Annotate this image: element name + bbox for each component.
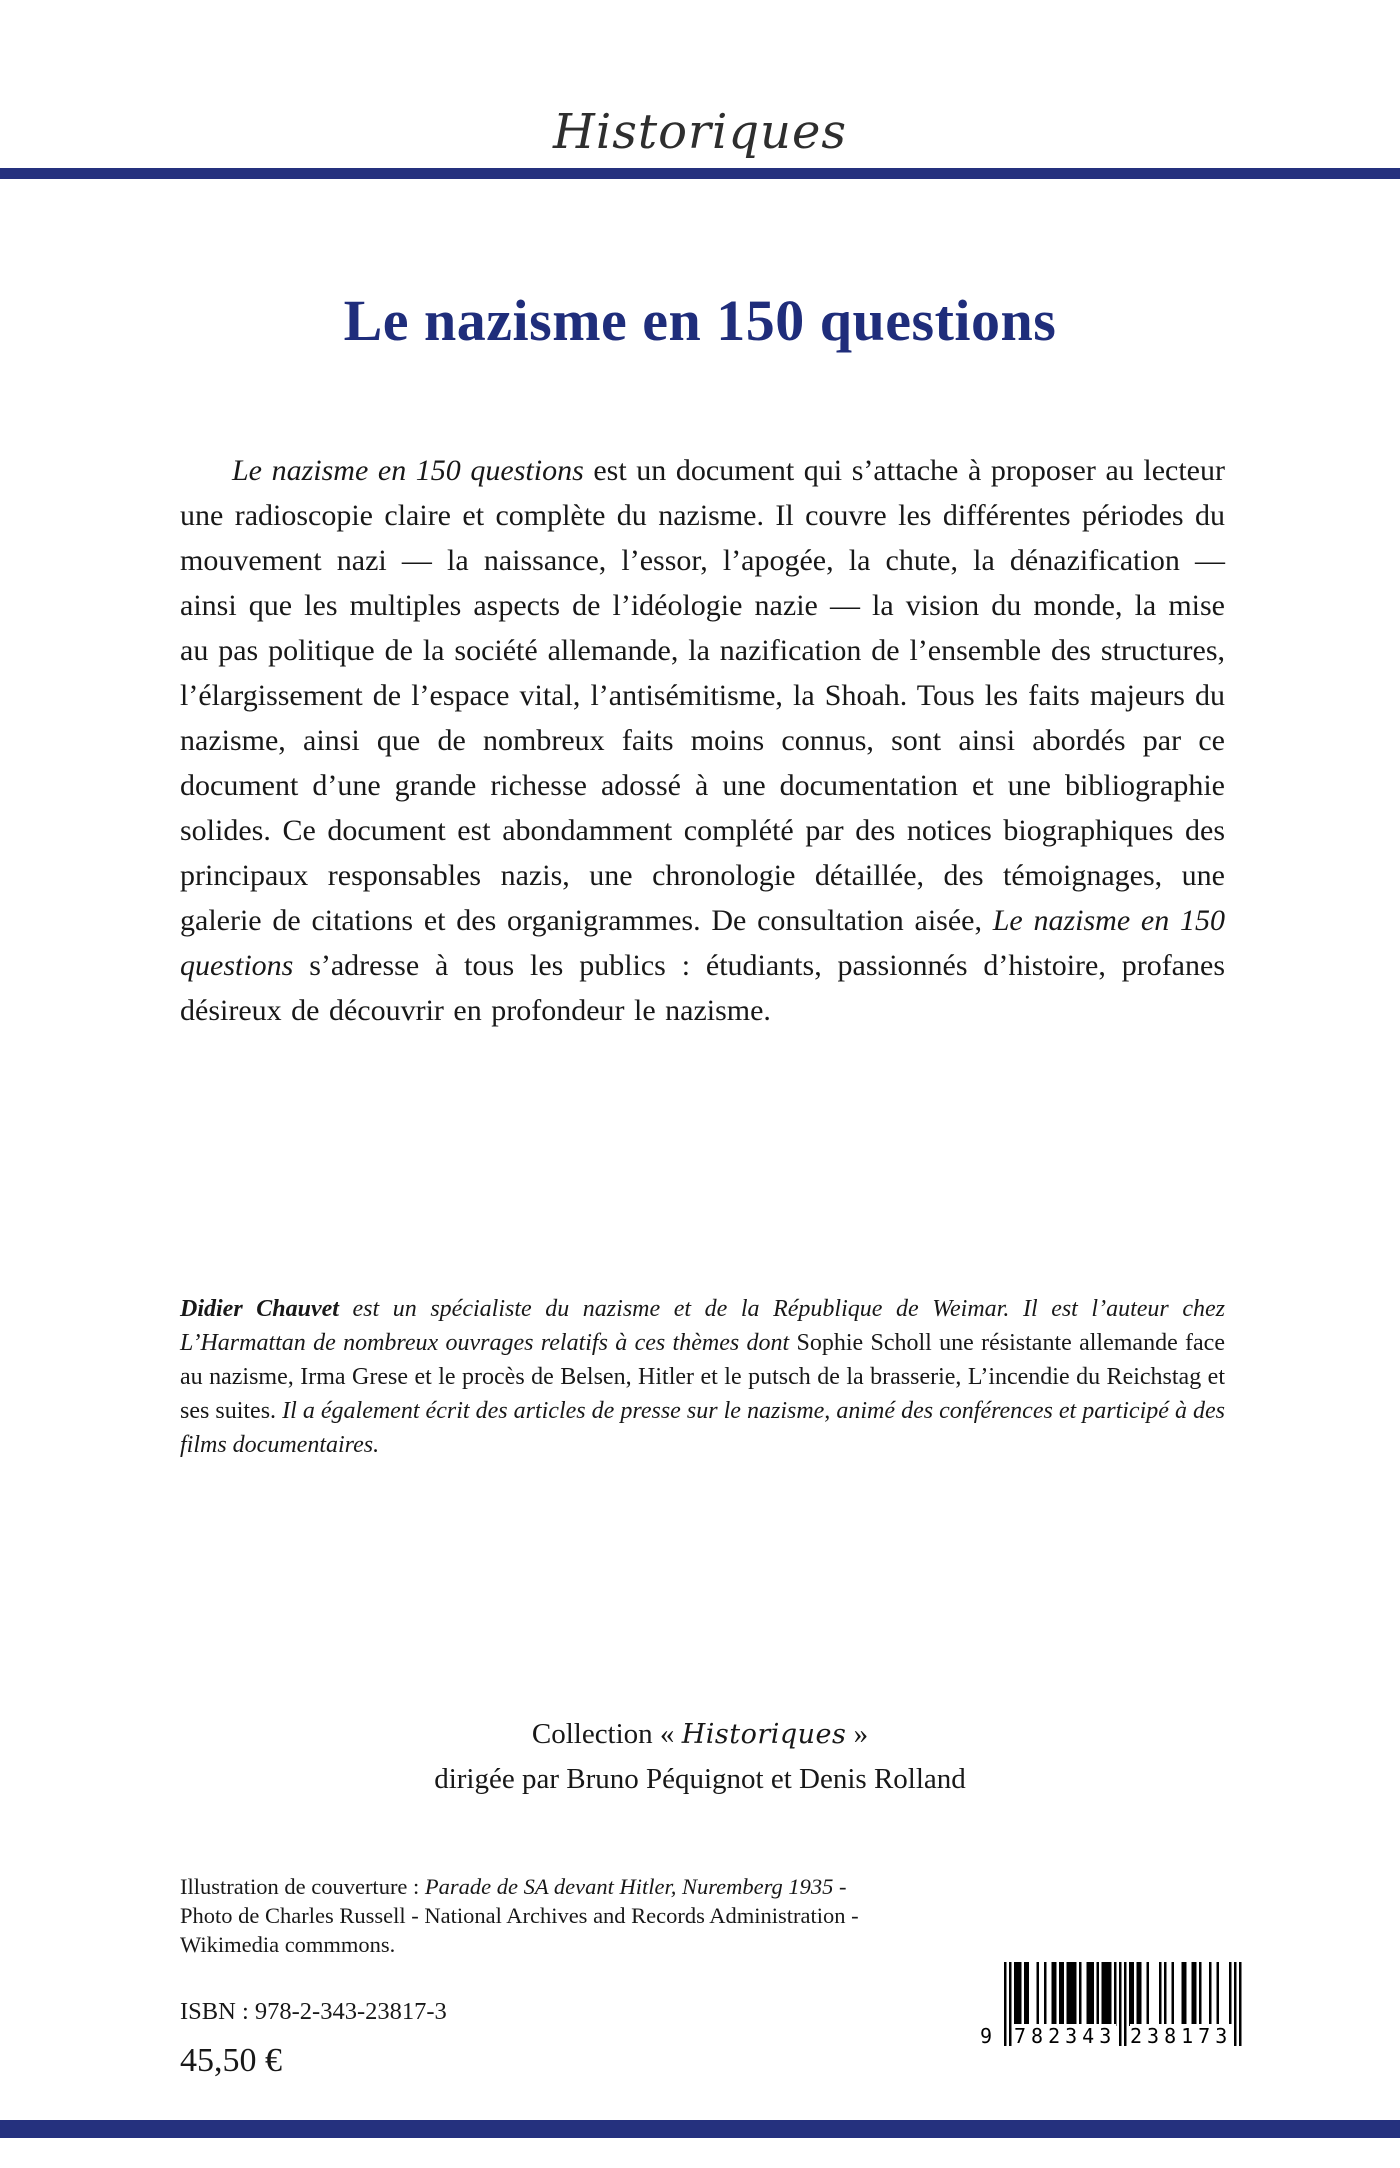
synopsis-text: s’adresse à tous les publics : étudiants, passionnés d’histoire, profanes désireux de découvrir en profondeur le nazisme. [180,949,1225,1027]
synopsis-paragraph [180,448,1225,1033]
credit-label: Illustration de couverture : [180,1874,425,1899]
credit-line-3: Wikimedia commmons. [180,1932,396,1957]
credit-artwork-title: Parade de SA devant Hitler, Nuremberg 1935 [424,1874,834,1899]
author-name: Didier Chauvet [180,1296,339,1322]
price-text: 45,50 € [180,2042,282,2079]
synopsis-title-mention: Le nazisme en 150 questions [180,904,1226,982]
book-title: Le nazisme en 150 questions [343,287,1057,353]
collection-logo: Historiques [552,104,847,160]
top-rule [0,168,1400,179]
isbn-text: ISBN : 978-2-343-23817-3 [180,1998,447,2025]
barcode-digit-group: 782343 [1014,2024,1117,2048]
synopsis-title-mention: Le nazisme en 150 questions [232,454,584,487]
collection-block [0,1712,1400,1801]
cover-credits [180,1872,960,1959]
author-bio [180,1292,1225,1462]
bottom-rule [0,2120,1400,2138]
collection-prefix: Collection « [531,1718,682,1750]
ean13-barcode [978,1962,1246,2062]
collection-line [0,1712,1400,1757]
author-bio-text: Il a également écrit des articles de presse sur le nazisme, animé des conférences et participé à des films documentaires. [180,1398,1225,1458]
credit-line-2: Photo de Charles Russell - National Archives and Records Administration - [180,1903,859,1928]
author-book-titles: Sophie Scholl une résistante allemande face au nazisme, Irma Grese et le procès de Belsen, Hitler et le putsch de la brasserie, L’incendie du Reichstag et ses suites. [180,1330,1225,1424]
barcode-digit-group: 9 [980,2024,993,2048]
barcode-digit-group: 238173 [1130,2024,1233,2048]
synopsis-text: est un document qui s’attache à proposer au lecteur une radioscopie claire et complète du nazisme. Il couvre les différentes périodes du mouvement nazi — la naissance, l’essor, l’apogée, la chute, la dénazification — ainsi que les multiples aspects de l’idéologie nazie — la vision du monde, la mise au pas politique de la société allemande, la nazification de l’ensemble des structures, l’élargissement de l’espace vital, l’antisémitisme, la Shoah. Tous les faits majeurs du nazisme, ainsi que de nombreux faits moins connus, sont ainsi abordés par ce document d’une grande richesse adossé à une documentation et une bibliographie solides. Ce document est abondamment complété par des notices biographiques des principaux responsables nazis, une chronologie détaillée, des témoignages, une galerie de citations et des organigrammes. De consultation aisée, [180,454,1225,937]
collection-name: Historiques [681,1719,847,1750]
collection-directors: dirigée par Bruno Péquignot et Denis Rolland [434,1763,966,1795]
collection-suffix: » [846,1718,869,1750]
credit-line-1 [180,1872,960,1901]
author-bio-text: est un spécialiste du nazisme et de la République de Weimar. Il est l’auteur chez L’Harmattan de nombreux ouvrages relatifs à ces thèmes dont [180,1296,1225,1356]
credit-suffix: - [833,1874,847,1899]
